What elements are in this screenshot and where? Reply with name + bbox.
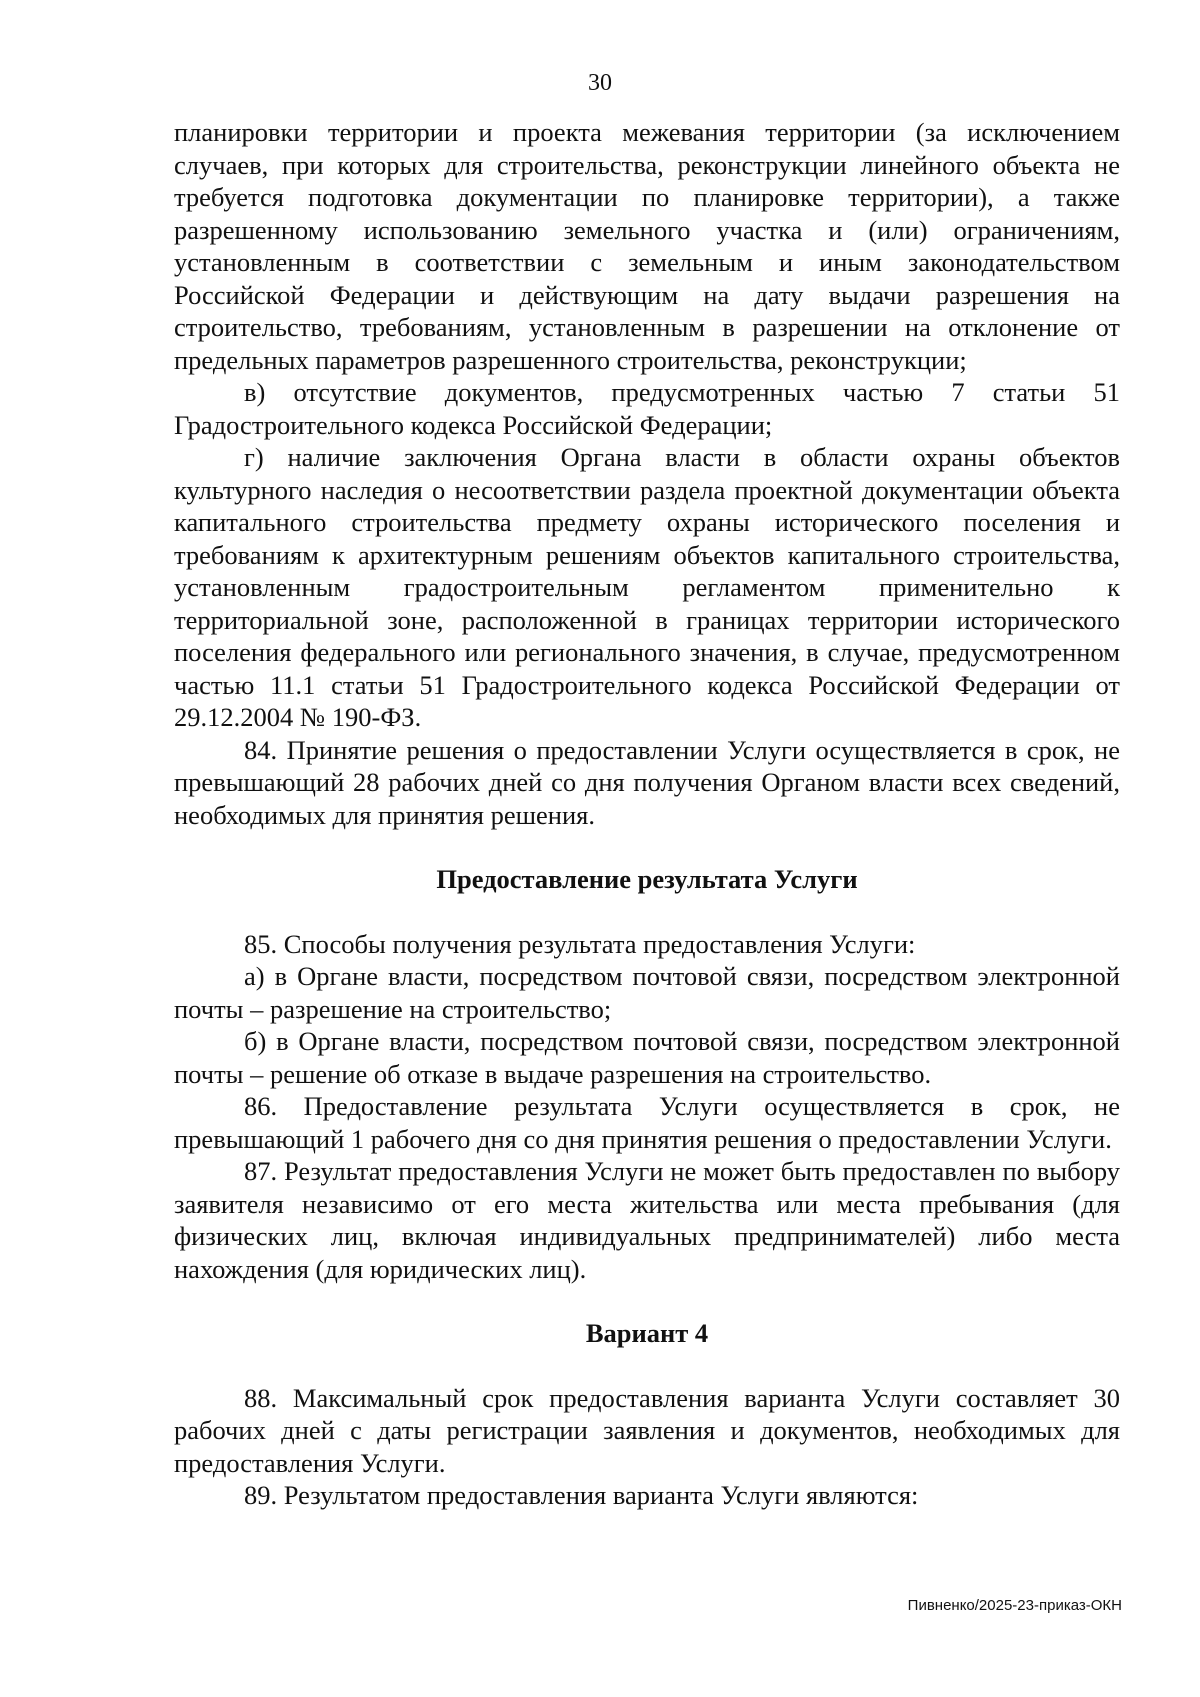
paragraph-item-v: в) отсутствие документов, предусмотренных частью 7 статьи 51 Градостроительного кодекса Российской Федерации; bbox=[174, 377, 1120, 440]
section-heading-result: Предоставление результата Услуги bbox=[436, 864, 858, 894]
document-code: Пивненко/2025-23-приказ-ОКН bbox=[907, 1597, 1122, 1614]
paragraph-89: 89. Результатом предоставления варианта Услуги являются: bbox=[244, 1480, 919, 1510]
paragraph-85-b: б) в Органе власти, посредством почтовой связи, посредством электронной почты – решение об отказе в выдаче разрешения на строительство. bbox=[174, 1026, 1120, 1089]
document-body bbox=[174, 116, 1120, 1512]
paragraph-continuation: планировки территории и проекта межевания территории (за исключением случаев, при которых для строительства, реконструкции линейного объекта не требуется подготовка документации по планировке территории), а также разрешенному использованию земельного участка и (или) ограничениям, установленным в соответствии с земельным и иным законодательством Российской Федерации и действующим на дату выдачи разрешения на строительство, требованиям, установленным в разрешении на отклонение от предельных параметров разрешенного строительства, реконструкции; bbox=[174, 117, 1120, 375]
paragraph-84: 84. Принятие решения о предоставлении Услуги осуществляется в срок, не превышающий 28 рабочих дней со дня получения Органом власти всех сведений, необходимых для принятия решения. bbox=[174, 734, 1120, 830]
paragraph-88: 88. Максимальный срок предоставления варианта Услуги составляет 30 рабочих дней с даты регистрации заявления и документов, необходимых для предоставления Услуги. bbox=[174, 1382, 1120, 1478]
paragraph-item-g: г) наличие заключения Органа власти в области охраны объектов культурного наследия о несоответствии раздела проектной документации объекта капитального строительства предмету охраны исторического поселения и требованиям к архитектурным решениям объектов капитального строительства, установленным градостроительным регламентом применительно к территориальной зоне, расположенной в границах территории исторического поселения федерального или регионального значения, в случае, предусмотренном частью 11.1 статьи 51 Градостроительного кодекса Российской Федерации от 29.12.2004 № 190-ФЗ. bbox=[174, 442, 1120, 732]
paragraph-86: 86. Предоставление результата Услуги осуществляется в срок, не превышающий 1 рабочего дня со дня принятия решения о предоставлении Услуги. bbox=[174, 1091, 1120, 1154]
paragraph-87: 87. Результат предоставления Услуги не может быть предоставлен по выбору заявителя независимо от его места жительства или места пребывания (для физических лиц, включая индивидуальных предпринимателей) либо места нахождения (для юридических лиц). bbox=[174, 1156, 1120, 1284]
paragraph-85: 85. Способы получения результата предоставления Услуги: bbox=[244, 928, 916, 959]
section-heading-variant: Вариант 4 bbox=[585, 1318, 709, 1348]
page-number: 30 bbox=[588, 70, 612, 96]
paragraph-85-a: а) в Органе власти, посредством почтовой связи, посредством электронной почты – разрешение на строительство; bbox=[174, 961, 1120, 1024]
